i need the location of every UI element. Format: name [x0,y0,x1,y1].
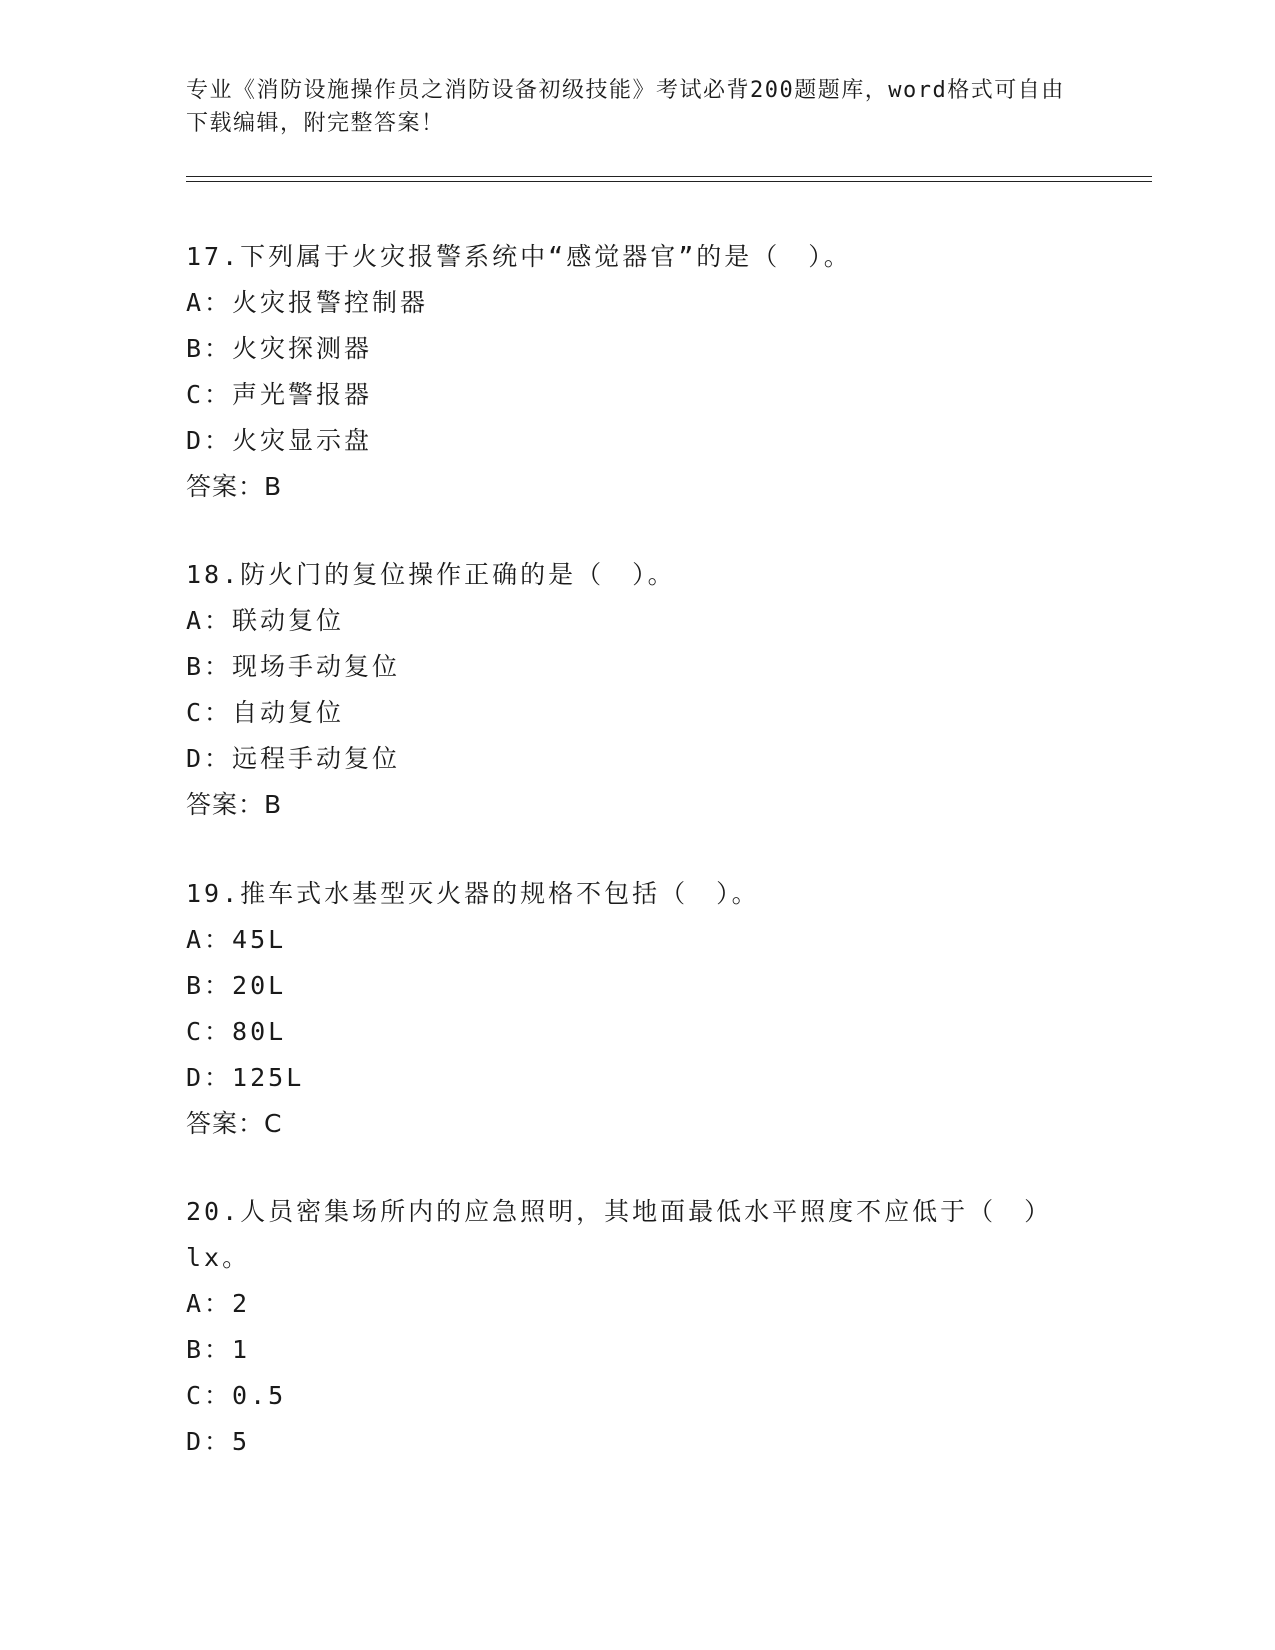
question-20 [186,1189,1086,1465]
option-d: D：5 [186,1427,251,1456]
option-a: A：45L [186,925,287,954]
option-d: D：火灾显示盘 [186,426,373,455]
option-a: A：2 [186,1289,251,1318]
option-b: B：1 [186,1335,251,1364]
option-b: B：20L [186,971,287,1000]
question-stem: 18.防火门的复位操作正确的是（ ）。 [186,560,676,589]
header-divider-top [186,176,1152,177]
option-c: C：声光警报器 [186,380,373,409]
answer-line: 答案：C [186,1109,283,1138]
answer-line: 答案：B [186,472,283,501]
option-c: C：自动复位 [186,698,345,727]
header-divider-bottom [186,181,1152,182]
question-19 [186,871,1086,1147]
document-header: 专业《消防设施操作员之消防设备初级技能》考试必背200题题库，word格式可自由下载编辑，附完整答案！ [186,78,1065,136]
option-c: C：0.5 [186,1381,287,1410]
question-17 [186,234,1086,510]
option-c: C：80L [186,1017,287,1046]
question-18 [186,552,1086,828]
answer-line: 答案：B [186,790,283,819]
option-a: A：火灾报警控制器 [186,288,429,317]
question-stem: 17.下列属于火灾报警系统中“感觉器官”的是（ ）。 [186,242,852,271]
option-d: D：125L [186,1063,305,1092]
question-stem: 20.人员密集场所内的应急照明，其地面最低水平照度不应低于（ ）lx。 [186,1197,1053,1272]
option-b: B：火灾探测器 [186,334,373,363]
option-b: B：现场手动复位 [186,652,401,681]
question-stem: 19.推车式水基型灭火器的规格不包括（ ）。 [186,879,760,908]
option-d: D：远程手动复位 [186,744,401,773]
option-a: A：联动复位 [186,606,345,635]
